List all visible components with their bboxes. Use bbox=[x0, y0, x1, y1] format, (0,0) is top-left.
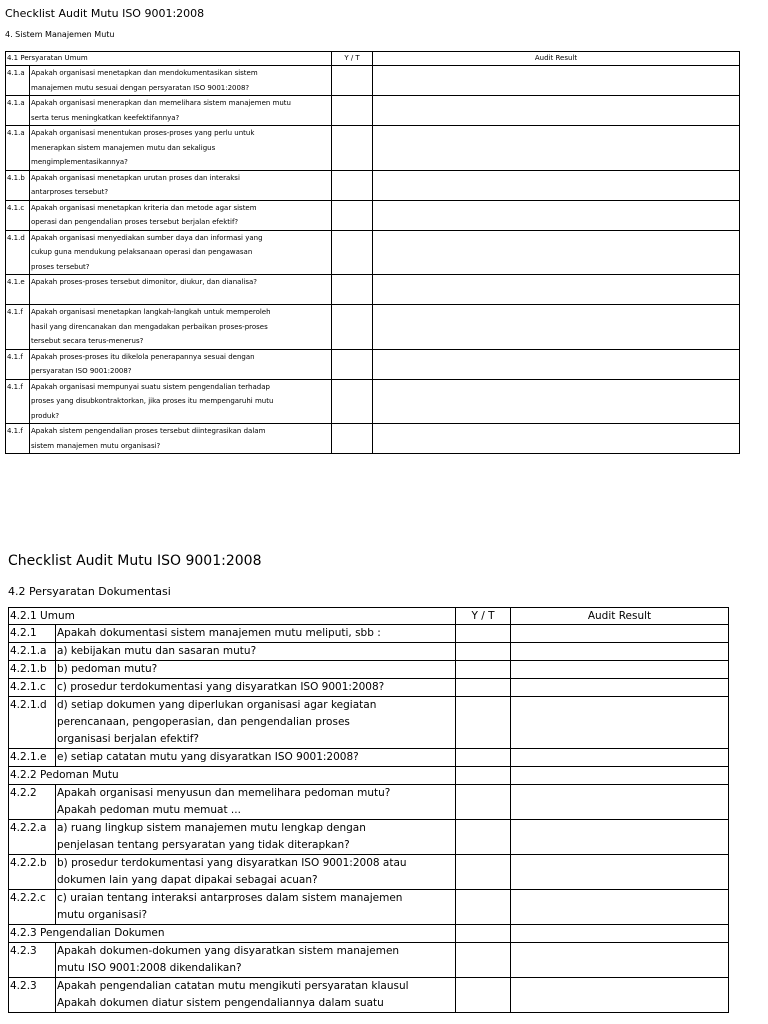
clause-number: 4.1.c bbox=[6, 200, 30, 230]
question-line: menerapkan sistem manajemen mutu dan sekaligus bbox=[31, 143, 216, 152]
checklist-table bbox=[8, 607, 729, 1013]
yt-answer-cell[interactable] bbox=[332, 379, 373, 424]
checklist-row bbox=[6, 349, 740, 379]
clause-number: 4.2.1.e bbox=[9, 749, 56, 767]
question-line: Apakah organisasi menetapkan langkah-langkah untuk memperoleh bbox=[31, 308, 271, 316]
audit-result-cell[interactable] bbox=[511, 855, 729, 890]
question-line: penjelasan tentang persyaratan yang tidak diterapkan? bbox=[57, 839, 350, 851]
question-line: Apakah organisasi menyusun dan memelihara pedoman mutu? bbox=[57, 787, 391, 799]
yt-answer-cell[interactable] bbox=[456, 679, 511, 697]
question-line: Apakah organisasi menetapkan urutan proses dan interaksi bbox=[31, 173, 240, 182]
audit-question bbox=[56, 978, 456, 1013]
subsection-heading-row bbox=[9, 925, 729, 943]
question-line: a) kebijakan mutu dan sasaran mutu? bbox=[57, 645, 257, 657]
question-line: produk? bbox=[31, 411, 60, 420]
audit-result-cell[interactable] bbox=[373, 275, 740, 305]
question-line: Apakah organisasi mempunyai suatu sistem pengendalian terhadap bbox=[31, 382, 270, 391]
checklist-row bbox=[9, 943, 729, 978]
clause-number: 4.2.2 bbox=[9, 785, 56, 820]
yt-answer-cell[interactable] bbox=[456, 749, 511, 767]
audit-result-cell[interactable] bbox=[511, 767, 729, 785]
question-line: dokumen lain yang dapat dipakai sebagai acuan? bbox=[57, 874, 318, 886]
question-line: b) prosedur terdokumentasi yang disyaratkan ISO 9001:2008 atau bbox=[57, 857, 407, 869]
checklist-row bbox=[9, 890, 729, 925]
yt-answer-cell[interactable] bbox=[332, 170, 373, 200]
audit-result-cell[interactable] bbox=[511, 890, 729, 925]
audit-result-cell[interactable] bbox=[511, 643, 729, 661]
question-line: Apakah proses-proses itu dikelola penerapannya sesuai dengan bbox=[31, 352, 255, 361]
audit-result-cell[interactable] bbox=[373, 126, 740, 171]
yt-answer-cell[interactable] bbox=[332, 275, 373, 305]
audit-question bbox=[30, 96, 332, 126]
audit-result-header: Audit Result bbox=[511, 608, 729, 625]
audit-result-cell[interactable] bbox=[511, 661, 729, 679]
clause-number: 4.1.a bbox=[6, 126, 30, 171]
question-line: d) setiap dokumen yang diperlukan organisasi agar kegiatan bbox=[57, 699, 377, 711]
audit-question bbox=[30, 230, 332, 275]
yt-answer-cell[interactable] bbox=[456, 767, 511, 785]
question-line: antarproses tersebut? bbox=[31, 188, 109, 196]
question-line: mutu ISO 9001:2008 dikendalikan? bbox=[57, 962, 242, 974]
question-line: c) uraian tentang interaksi antarproses dalam sistem manajemen bbox=[57, 892, 403, 904]
requirement-header: 4.2.1 Umum bbox=[9, 608, 456, 625]
audit-question bbox=[56, 943, 456, 978]
audit-question bbox=[30, 379, 332, 424]
document-title: Checklist Audit Mutu ISO 9001:2008 bbox=[5, 7, 205, 20]
section-subtitle: 4. Sistem Manajemen Mutu bbox=[5, 30, 115, 39]
checklist-row bbox=[6, 230, 740, 275]
audit-result-cell[interactable] bbox=[511, 625, 729, 643]
yt-answer-cell[interactable] bbox=[456, 855, 511, 890]
yt-answer-cell[interactable] bbox=[456, 697, 511, 749]
question-line: Apakah organisasi menyediakan sumber daya dan informasi yang bbox=[31, 233, 263, 242]
checklist-row bbox=[9, 625, 729, 643]
audit-result-cell[interactable] bbox=[511, 749, 729, 767]
checklist-row bbox=[9, 679, 729, 697]
checklist-row bbox=[6, 66, 740, 96]
audit-result-cell[interactable] bbox=[511, 820, 729, 855]
audit-question bbox=[56, 890, 456, 925]
question-line: Apakah organisasi menetapkan kriteria dan metode agar sistem bbox=[31, 203, 257, 212]
clause-number: 4.1.d bbox=[6, 230, 30, 275]
audit-result-cell[interactable] bbox=[373, 305, 740, 350]
clause-number: 4.1.b bbox=[6, 170, 30, 200]
question-line: Apakah dokumen diatur sistem pengendaliannya dalam suatu bbox=[57, 997, 384, 1009]
question-line: serta terus meningkatkan keefektifannya? bbox=[31, 113, 180, 122]
clause-number: 4.2.1 bbox=[9, 625, 56, 643]
audit-result-cell[interactable] bbox=[373, 200, 740, 230]
yt-answer-cell[interactable] bbox=[332, 424, 373, 454]
audit-question bbox=[56, 643, 456, 661]
audit-result-cell[interactable] bbox=[373, 379, 740, 424]
yt-answer-cell[interactable] bbox=[456, 661, 511, 679]
audit-question bbox=[56, 749, 456, 767]
question-line: Apakah organisasi menerapkan dan memelihara sistem manajemen mutu bbox=[31, 99, 291, 107]
question-line: b) pedoman mutu? bbox=[57, 663, 158, 675]
audit-result-cell[interactable] bbox=[511, 679, 729, 697]
table-header-row bbox=[9, 608, 729, 625]
subsection-heading: 4.2.3 Pengendalian Dokumen bbox=[9, 925, 456, 943]
question-line: proses tersebut? bbox=[31, 262, 90, 271]
audit-question bbox=[56, 785, 456, 820]
audit-result-cell[interactable] bbox=[511, 697, 729, 749]
requirement-header: 4.1 Persyaratan Umum bbox=[6, 52, 332, 66]
audit-result-cell[interactable] bbox=[373, 424, 740, 454]
question-line: Apakah pengendalian catatan mutu mengikuti persyaratan klausul bbox=[57, 980, 409, 992]
yt-answer-cell[interactable] bbox=[456, 785, 511, 820]
audit-result-cell[interactable] bbox=[373, 230, 740, 275]
yt-answer-cell[interactable] bbox=[456, 643, 511, 661]
checklist-row bbox=[6, 126, 740, 171]
checklist-row bbox=[6, 424, 740, 454]
checklist-row bbox=[9, 785, 729, 820]
clause-number: 4.1.f bbox=[6, 424, 30, 454]
table-header-row bbox=[6, 52, 740, 66]
audit-result-cell[interactable] bbox=[511, 978, 729, 1013]
checklist-row bbox=[9, 749, 729, 767]
yt-answer-cell[interactable] bbox=[332, 200, 373, 230]
clause-number: 4.2.1.d bbox=[9, 697, 56, 749]
subsection-heading-row bbox=[9, 767, 729, 785]
yt-answer-cell[interactable] bbox=[332, 230, 373, 275]
clause-number: 4.1.f bbox=[6, 379, 30, 424]
yt-answer-cell[interactable] bbox=[332, 349, 373, 379]
question-line: e) setiap catatan mutu yang disyaratkan ISO 9001:2008? bbox=[57, 751, 359, 763]
audit-result-cell[interactable] bbox=[373, 349, 740, 379]
audit-question bbox=[30, 305, 332, 350]
question-line: persyaratan ISO 9001:2008? bbox=[31, 367, 132, 375]
question-line: Apakah dokumen-dokumen yang disyaratkan sistem manajemen bbox=[57, 945, 400, 957]
audit-result-cell[interactable] bbox=[373, 170, 740, 200]
section-subtitle: 4.2 Persyaratan Dokumentasi bbox=[8, 585, 171, 598]
clause-number: 4.2.1.b bbox=[9, 661, 56, 679]
yt-answer-cell[interactable] bbox=[456, 943, 511, 978]
checklist-row bbox=[9, 661, 729, 679]
audit-question bbox=[30, 349, 332, 379]
clause-number: 4.1.f bbox=[6, 349, 30, 379]
audit-question bbox=[30, 424, 332, 454]
clause-number: 4.2.2.b bbox=[9, 855, 56, 890]
audit-question bbox=[56, 820, 456, 855]
question-line: tersebut secara terus-menerus? bbox=[31, 337, 144, 345]
checklist-row bbox=[6, 275, 740, 305]
question-line: a) ruang lingkup sistem manajemen mutu lengkap dengan bbox=[57, 822, 366, 834]
question-line: sistem manajemen mutu organisasi? bbox=[31, 441, 161, 450]
audit-result-cell[interactable] bbox=[511, 925, 729, 943]
question-line: Apakah proses-proses tersebut dimonitor, diukur, dan dianalisa? bbox=[31, 278, 257, 286]
question-line: cukup guna mendukung pelaksanaan operasi dan pengawasan bbox=[31, 248, 253, 256]
clause-number: 4.1.a bbox=[6, 96, 30, 126]
question-line: Apakah sistem pengendalian proses tersebut diintegrasikan dalam bbox=[31, 427, 266, 435]
checklist-row bbox=[6, 170, 740, 200]
clause-number: 4.2.3 bbox=[9, 978, 56, 1013]
clause-number: 4.1.a bbox=[6, 66, 30, 96]
checklist-row bbox=[9, 978, 729, 1013]
audit-result-cell[interactable] bbox=[373, 66, 740, 96]
audit-question bbox=[30, 66, 332, 96]
checklist-row bbox=[9, 697, 729, 749]
checklist-row bbox=[9, 820, 729, 855]
clause-number: 4.2.3 bbox=[9, 943, 56, 978]
question-line: c) prosedur terdokumentasi yang disyaratkan ISO 9001:2008? bbox=[57, 681, 385, 693]
audit-question bbox=[56, 625, 456, 643]
question-line: organisasi berjalan efektif? bbox=[57, 733, 199, 745]
yt-answer-cell[interactable] bbox=[456, 978, 511, 1013]
audit-question bbox=[56, 679, 456, 697]
question-line: operasi dan pengendalian proses tersebut berjalan efektif? bbox=[31, 218, 239, 226]
clause-number: 4.2.2.c bbox=[9, 890, 56, 925]
audit-question bbox=[56, 855, 456, 890]
question-line: mengimplementasikannya? bbox=[31, 158, 128, 166]
question-line: perencanaan, pengoperasian, dan pengendalian proses bbox=[57, 716, 350, 728]
audit-result-cell[interactable] bbox=[373, 96, 740, 126]
yt-header: Y / T bbox=[456, 608, 511, 625]
checklist-table bbox=[5, 51, 740, 454]
checklist-row bbox=[6, 305, 740, 350]
question-line: proses yang disubkontraktorkan, jika proses itu mempengaruhi mutu bbox=[31, 397, 274, 405]
clause-number: 4.2.1.c bbox=[9, 679, 56, 697]
checklist-row bbox=[6, 379, 740, 424]
question-line: Apakah organisasi menentukan proses-proses yang perlu untuk bbox=[31, 129, 255, 137]
yt-answer-cell[interactable] bbox=[332, 126, 373, 171]
audit-question bbox=[30, 275, 332, 305]
question-line: Apakah dokumentasi sistem manajemen mutu meliputi, sbb : bbox=[57, 627, 381, 639]
clause-number: 4.1.e bbox=[6, 275, 30, 305]
clause-number: 4.1.f bbox=[6, 305, 30, 350]
subsection-heading: 4.2.2 Pedoman Mutu bbox=[9, 767, 456, 785]
audit-result-cell[interactable] bbox=[511, 943, 729, 978]
question-line bbox=[31, 290, 330, 305]
question-line: Apakah organisasi menetapkan dan mendokumentasikan sistem bbox=[31, 69, 258, 77]
question-line: manajemen mutu sesuai dengan persyaratan ISO 9001:2008? bbox=[31, 83, 250, 92]
checklist-row bbox=[6, 200, 740, 230]
yt-answer-cell[interactable] bbox=[456, 890, 511, 925]
checklist-row bbox=[9, 855, 729, 890]
audit-question bbox=[56, 697, 456, 749]
question-line: Apakah pedoman mutu memuat ... bbox=[57, 804, 241, 816]
audit-result-header: Audit Result bbox=[373, 52, 740, 66]
yt-answer-cell[interactable] bbox=[332, 96, 373, 126]
checklist-row bbox=[6, 96, 740, 126]
clause-number: 4.2.1.a bbox=[9, 643, 56, 661]
yt-header: Y / T bbox=[332, 52, 373, 66]
yt-answer-cell[interactable] bbox=[332, 66, 373, 96]
yt-answer-cell[interactable] bbox=[456, 925, 511, 943]
question-line: mutu organisasi? bbox=[57, 909, 148, 921]
yt-answer-cell[interactable] bbox=[332, 305, 373, 350]
audit-question bbox=[56, 661, 456, 679]
checklist-row bbox=[9, 643, 729, 661]
audit-question bbox=[30, 170, 332, 200]
audit-question bbox=[30, 200, 332, 230]
yt-answer-cell[interactable] bbox=[456, 820, 511, 855]
clause-number: 4.2.2.a bbox=[9, 820, 56, 855]
audit-question bbox=[30, 126, 332, 171]
audit-result-cell[interactable] bbox=[511, 785, 729, 820]
question-line: hasil yang direncanakan dan mengadakan perbaikan proses-proses bbox=[31, 322, 268, 331]
yt-answer-cell[interactable] bbox=[456, 625, 511, 643]
document-title: Checklist Audit Mutu ISO 9001:2008 bbox=[8, 553, 262, 569]
